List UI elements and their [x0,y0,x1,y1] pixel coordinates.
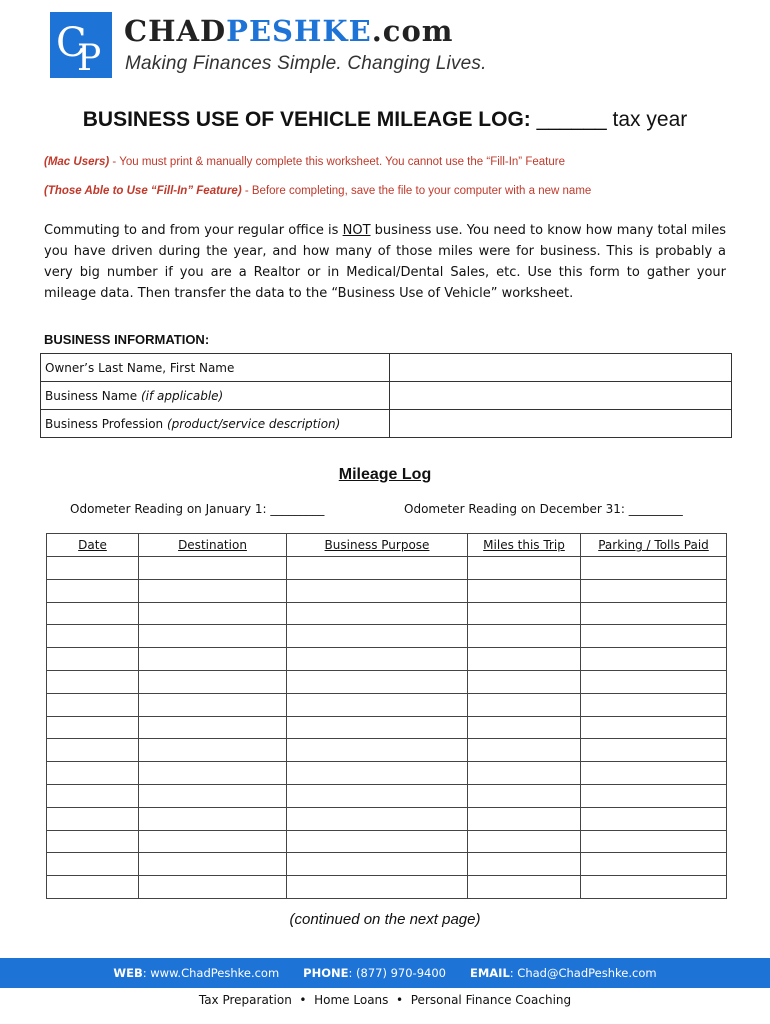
purpose-cell[interactable] [287,762,468,785]
contact-footer [0,958,770,988]
table-row [41,382,732,410]
miles-cell[interactable] [468,807,581,830]
destination-cell[interactable] [139,876,287,899]
date-cell[interactable] [47,716,139,739]
business-profession-label [41,410,390,438]
destination-cell[interactable] [139,784,287,807]
date-cell[interactable] [47,830,139,853]
purpose-cell[interactable] [287,602,468,625]
mac-users-note [44,156,565,168]
miles-cell[interactable] [468,830,581,853]
table-row [47,557,727,580]
date-cell[interactable] [47,670,139,693]
date-cell[interactable] [47,853,139,876]
brand-suffix: .com [371,14,454,48]
table-row [47,693,727,716]
column-parking-tolls: Parking / Tolls Paid [581,534,727,557]
miles-cell[interactable] [468,876,581,899]
purpose-cell[interactable] [287,830,468,853]
destination-cell[interactable] [139,625,287,648]
footer-email[interactable] [470,966,657,980]
destination-cell[interactable] [139,830,287,853]
mileage-log-heading: Mileage Log [338,466,432,483]
parking-cell[interactable] [581,830,727,853]
miles-cell[interactable] [468,625,581,648]
email-label: EMAIL [469,966,510,980]
brand-name [124,14,454,48]
intro-part2: business use. You need to know how many total miles you have driven during the year, and how many of those miles were for business. This is probably a very big number if you are a Realtor or in Medical/Dental Sales, etc. Use this form to gather your mileage data. Then transfer the data to the “Business Use of Vehicle” worksheet. [44,223,726,301]
column-date: Date [47,534,139,557]
purpose-cell[interactable] [287,784,468,807]
destination-cell[interactable] [139,670,287,693]
business-name-field[interactable] [390,382,732,410]
miles-cell[interactable] [468,784,581,807]
date-cell[interactable] [47,876,139,899]
date-cell[interactable] [47,625,139,648]
table-row [41,410,732,438]
note-text: - You must print & manually complete this worksheet. You cannot use the “Fill-In” Feature [109,156,565,168]
table-row [47,830,727,853]
purpose-cell[interactable] [287,648,468,671]
title-blank[interactable]: ______ [536,108,607,131]
parking-cell[interactable] [581,762,727,785]
parking-cell[interactable] [581,784,727,807]
date-cell[interactable] [47,762,139,785]
mileage-log-table [46,533,727,899]
miles-cell[interactable] [468,762,581,785]
logo-monogram-icon [50,12,112,78]
purpose-cell[interactable] [287,625,468,648]
parking-cell[interactable] [581,853,727,876]
tagline: Making Finances Simple. Changing Lives. [125,53,487,74]
business-profession-field[interactable] [390,410,732,438]
intro-part1: Commuting to and from your regular office is [44,223,343,238]
table-row [47,579,727,602]
svg-text:C: C [56,20,87,66]
parking-cell[interactable] [581,876,727,899]
parking-cell[interactable] [581,670,727,693]
date-cell[interactable] [47,693,139,716]
miles-cell[interactable] [468,602,581,625]
purpose-cell[interactable] [287,670,468,693]
email-value: : Chad@ChadPeshke.com [509,966,657,980]
parking-cell[interactable] [581,807,727,830]
cp-logo [50,12,112,78]
miles-cell[interactable] [468,739,581,762]
destination-cell[interactable] [139,739,287,762]
table-row [47,602,727,625]
destination-cell[interactable] [139,648,287,671]
footer-phone[interactable] [303,966,446,980]
parking-cell[interactable] [581,693,727,716]
continued-note: (continued on the next page) [289,911,481,928]
web-value: : www.ChadPeshke.com [142,966,280,980]
date-cell[interactable] [47,602,139,625]
table-row [47,625,727,648]
parking-cell[interactable] [581,602,727,625]
business-name-label [41,382,390,410]
odometer-end[interactable]: Odometer Reading on December 31: _________ [404,502,683,516]
purpose-cell[interactable] [287,876,468,899]
purpose-cell[interactable] [287,579,468,602]
brand-dark: CHAD [124,14,227,48]
parking-cell[interactable] [581,648,727,671]
parking-cell[interactable] [581,716,727,739]
destination-cell[interactable] [139,602,287,625]
miles-cell[interactable] [468,557,581,580]
note-text: - Before completing, save the file to your computer with a new name [241,185,592,197]
column-business-purpose: Business Purpose [287,534,468,557]
purpose-cell[interactable] [287,807,468,830]
owner-name-label [41,354,390,382]
purpose-cell[interactable] [287,716,468,739]
destination-cell[interactable] [139,853,287,876]
table-row [41,354,732,382]
destination-cell[interactable] [139,693,287,716]
page-title [0,108,770,132]
destination-cell[interactable] [139,807,287,830]
purpose-cell[interactable] [287,693,468,716]
purpose-cell[interactable] [287,557,468,580]
table-row [47,784,727,807]
miles-cell[interactable] [468,693,581,716]
parking-cell[interactable] [581,625,727,648]
parking-cell[interactable] [581,579,727,602]
date-cell[interactable] [47,557,139,580]
owner-name-field[interactable] [390,354,732,382]
title-main: BUSINESS USE OF VEHICLE MILEAGE LOG: [82,108,531,131]
table-row [47,853,727,876]
table-row [47,762,727,785]
date-cell[interactable] [47,784,139,807]
phone-value: : (877) 970-9400 [348,966,446,980]
phone-label: PHONE [303,966,349,980]
table-row [47,670,727,693]
row-label: Owner’s Last Name, First Name [45,360,235,375]
row-hint: (product/service description) [166,416,341,431]
odometer-start[interactable]: Odometer Reading on January 1: _________ [70,502,325,516]
mileage-log-body [47,557,727,899]
svg-text:P: P [77,38,102,78]
purpose-cell[interactable] [287,853,468,876]
table-row [47,739,727,762]
table-row [47,876,727,899]
web-label: WEB [113,966,143,980]
column-miles: Miles this Trip [468,534,581,557]
brand-blue: PESHKE [226,14,372,48]
miles-cell[interactable] [468,579,581,602]
parking-cell[interactable] [581,739,727,762]
table-header-row [47,534,727,557]
miles-cell[interactable] [468,670,581,693]
fill-in-note [44,185,591,197]
destination-cell[interactable] [139,716,287,739]
intro-paragraph [44,220,726,304]
footer-web[interactable] [113,966,279,980]
row-label: Business Name [45,388,141,403]
column-destination: Destination [139,534,287,557]
row-label: Business Profession [45,416,167,431]
parking-cell[interactable] [581,557,727,580]
intro-not: NOT [342,223,371,238]
purpose-cell[interactable] [287,739,468,762]
page-header [50,12,650,80]
destination-cell[interactable] [139,762,287,785]
miles-cell[interactable] [468,648,581,671]
miles-cell[interactable] [468,853,581,876]
title-suffix: tax year [612,108,688,131]
destination-cell[interactable] [139,579,287,602]
date-cell[interactable] [47,579,139,602]
services-line: Tax Preparation • Home Loans • Personal Finance Coaching [198,993,572,1007]
business-info-heading: BUSINESS INFORMATION: [44,332,210,347]
date-cell[interactable] [47,739,139,762]
date-cell[interactable] [47,648,139,671]
note-emphasis: (Those Able to Use “Fill-In” Feature) [44,185,242,197]
table-row [47,648,727,671]
date-cell[interactable] [47,807,139,830]
table-row [47,716,727,739]
miles-cell[interactable] [468,716,581,739]
note-emphasis: (Mac Users) [44,156,110,168]
business-info-table [40,353,732,438]
table-row [47,807,727,830]
row-hint: (if applicable) [140,388,224,403]
destination-cell[interactable] [139,557,287,580]
